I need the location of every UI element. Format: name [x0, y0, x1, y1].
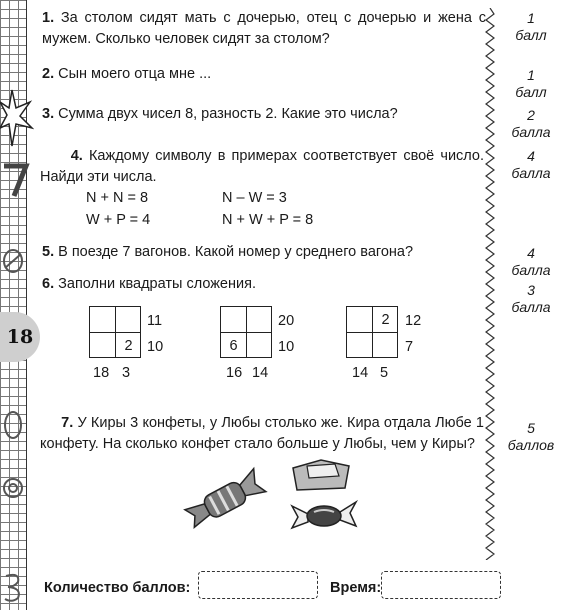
question-3-text: Сумма двух чисел 8, разность 2. Какие это числа? — [58, 106, 398, 122]
question-2 — [42, 64, 486, 85]
row-sum: 10 — [147, 339, 164, 355]
square-cell[interactable] — [116, 307, 141, 332]
question-5-text: В поезде 7 вагонов. Какой номер у среднего вагона? — [58, 244, 414, 260]
points-number: 5 — [527, 420, 535, 436]
question-4-text: Каждому символу в примерах соответствует своё число. Найди эти числа. — [40, 148, 485, 185]
square-cell[interactable]: 2 — [381, 311, 390, 328]
points-word: балла — [511, 124, 551, 140]
square-cell[interactable] — [373, 333, 398, 358]
score-label: Количество баллов: — [44, 580, 191, 596]
question-4 — [40, 146, 484, 188]
points-number: 4 — [527, 245, 535, 261]
question-4-number: 4. — [70, 148, 83, 164]
square-cell[interactable] — [90, 333, 115, 358]
question-1-text: За столом сидят мать с дочерью, отец с дочерью и жена с мужем. Сколько человек сидят за столом? — [42, 10, 486, 47]
row-sum: 20 — [278, 313, 295, 329]
square-cell[interactable] — [347, 307, 372, 332]
question-7-text: У Киры 3 конфеты, у Любы столько же. Кира отдала Любе 1 конфету. На сколько конфет стало больше у Любы, чем у Киры? — [40, 415, 484, 452]
question-1-number: 1. — [42, 10, 55, 26]
points-number: 4 — [527, 148, 535, 164]
spiral-doodle-icon — [0, 474, 28, 502]
points-number: 1 — [527, 10, 535, 26]
question-2-number: 2. — [42, 66, 55, 82]
square-cell[interactable] — [247, 307, 272, 332]
question-7 — [40, 413, 484, 455]
question-7-points — [497, 420, 565, 454]
zero-doodle-icon — [0, 246, 28, 276]
question-6-number: 6. — [42, 276, 55, 292]
question-4-points — [497, 148, 565, 182]
square-cell[interactable] — [90, 307, 115, 332]
square-cell[interactable] — [347, 333, 372, 358]
question-3 — [42, 104, 486, 125]
time-label: Время: — [330, 580, 382, 596]
points-number: 2 — [527, 107, 535, 123]
addition-square-3 — [346, 306, 398, 358]
equation-1: N + N = 8 — [86, 190, 149, 206]
addition-square-1 — [89, 306, 141, 358]
wrapped-candy-icon — [176, 462, 272, 534]
points-word: балл — [515, 84, 547, 100]
question-6-points — [497, 282, 565, 316]
equation-3: W + P = 4 — [86, 212, 151, 228]
candy-box-icon — [287, 456, 355, 494]
row-sum: 10 — [278, 339, 295, 355]
row-sum: 12 — [405, 313, 422, 329]
question-5-number: 5. — [42, 244, 55, 260]
points-word: балла — [511, 262, 551, 278]
question-6 — [42, 274, 486, 295]
question-7-number: 7. — [61, 415, 74, 431]
square-cell[interactable] — [247, 333, 272, 358]
square-cell[interactable]: 2 — [124, 337, 133, 354]
equation-2: N – W = 3 — [222, 190, 287, 206]
col-sum: 18 — [93, 365, 110, 381]
question-3-number: 3. — [42, 106, 55, 122]
question-6-text: Заполни квадраты сложения. — [58, 276, 256, 292]
points-word: балла — [511, 299, 551, 315]
seven-doodle-icon — [0, 160, 30, 200]
three-doodle-icon — [0, 570, 28, 604]
zero-outline-doodle-icon — [0, 408, 28, 442]
col-sum: 3 — [122, 365, 131, 381]
question-5 — [42, 242, 486, 263]
question-3-points — [497, 107, 565, 141]
points-number: 1 — [527, 67, 535, 83]
question-2-points — [497, 67, 565, 101]
candy-icon — [288, 498, 360, 534]
score-field[interactable] — [198, 571, 318, 599]
square-cell[interactable]: 6 — [229, 337, 238, 354]
col-sum: 14 — [252, 365, 269, 381]
question-1 — [42, 8, 486, 50]
points-word: балла — [511, 165, 551, 181]
points-word: баллов — [507, 437, 555, 453]
question-5-points — [497, 245, 565, 279]
col-sum: 5 — [380, 365, 389, 381]
row-sum: 7 — [405, 339, 414, 355]
page-number-badge — [0, 312, 40, 362]
points-number: 3 — [527, 282, 535, 298]
question-2-text: Сын моего отца мне ... — [58, 66, 212, 82]
col-sum: 14 — [352, 365, 369, 381]
equation-4: N + W + P = 8 — [222, 212, 314, 228]
square-cell[interactable] — [221, 307, 246, 332]
page-number: 18 — [6, 326, 34, 348]
row-sum: 11 — [147, 313, 163, 329]
time-field[interactable] — [381, 571, 501, 599]
addition-square-2 — [220, 306, 272, 358]
col-sum: 16 — [226, 365, 243, 381]
points-word: балл — [515, 27, 547, 43]
star-doodle-icon — [0, 88, 34, 148]
question-1-points — [497, 10, 565, 44]
